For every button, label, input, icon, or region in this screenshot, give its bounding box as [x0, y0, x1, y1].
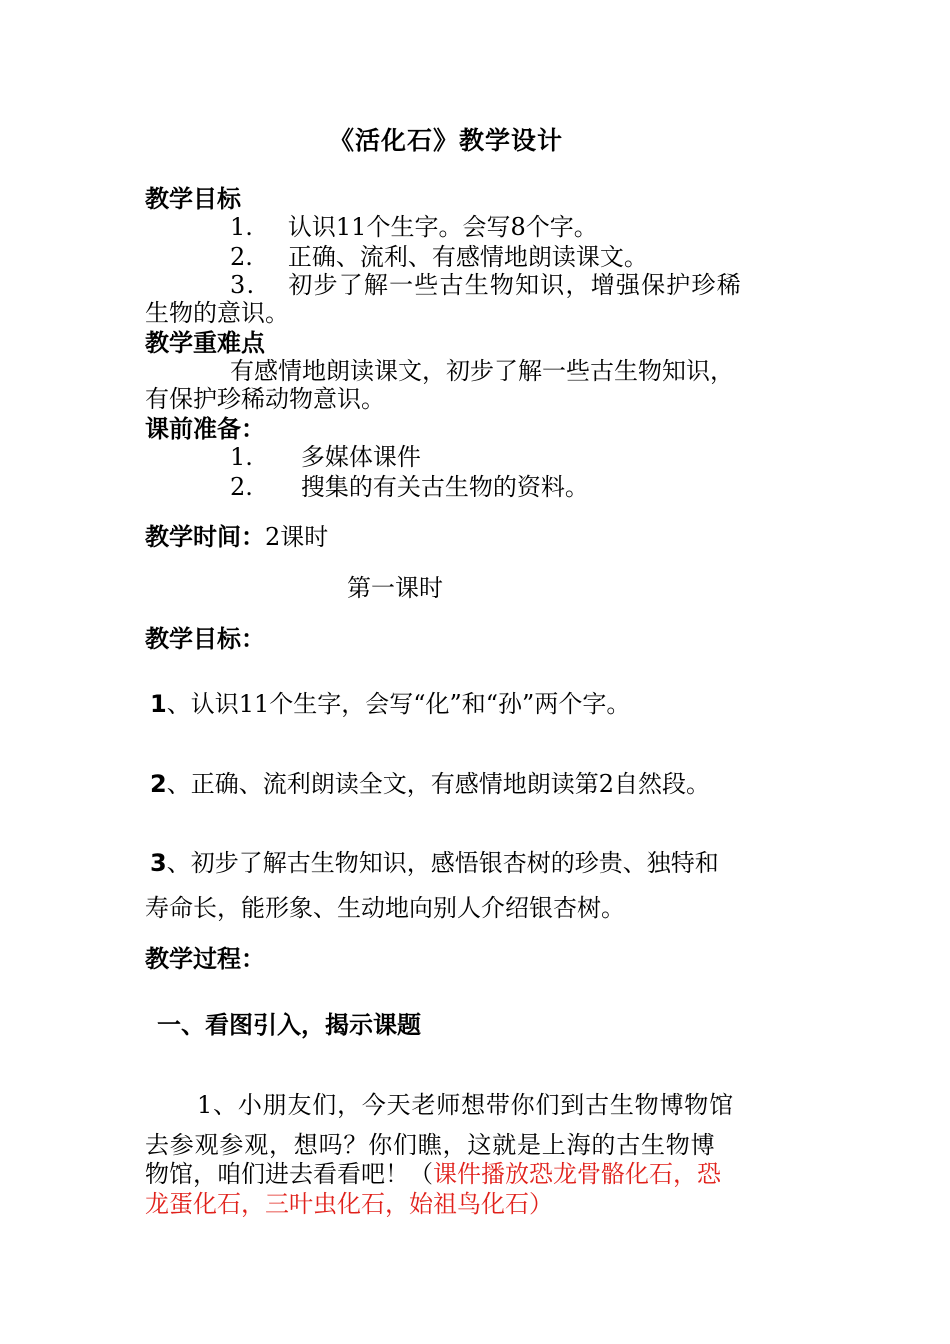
lesson-goal-2-text: 、正确、流利朗读全文，有感情地朗读第2自然段。: [166, 770, 710, 798]
goal-item-1: [230, 212, 598, 242]
goal-item-1-num: 1.: [230, 213, 253, 241]
lesson-goal-3-num: 3: [150, 849, 167, 877]
prep-item-2: [230, 472, 589, 502]
prep-item-2-text: 搜集的有关古生物的资料。: [300, 473, 589, 501]
page-title: 《活化石》教学设计: [329, 126, 564, 155]
lesson-goal-2-num: 2: [150, 770, 167, 798]
goal-item-3-num: 3.: [230, 271, 256, 299]
key-points-line-2: 有保护珍稀动物意识。: [145, 385, 385, 413]
courseware-note-1: 课件播放恐龙骨骼化石，恐: [433, 1160, 721, 1188]
lesson-goal-3: [150, 848, 719, 878]
goal-item-1-text: 认识11个生字。会写8个字。: [287, 213, 598, 241]
time-value: 2课时: [265, 523, 329, 551]
goal-item-2: [230, 242, 648, 272]
section-1-heading: 一、看图引入，揭示课题: [157, 1011, 421, 1039]
para-1-line-1: 1、小朋友们，今天老师想带你们到古生物博物馆: [197, 1091, 734, 1119]
para-1-line-2: 去参观参观，想吗？你们瞧，这就是上海的古生物博: [145, 1131, 716, 1159]
goals-heading: 教学目标: [145, 185, 241, 213]
time-line: [145, 522, 328, 552]
key-points-line-1: 有感情地朗读课文，初步了解一些古生物知识，: [230, 357, 734, 385]
lesson-goal-1-num: 1: [150, 690, 167, 718]
para-1-line-3-text: 物馆，咱们进去看看吧！（: [145, 1160, 433, 1188]
lesson-goal-1: [150, 689, 630, 719]
prep-item-1-num: 1.: [230, 443, 253, 471]
courseware-note-2: 龙蛋化石，三叶虫化石，始祖鸟化石: [145, 1190, 529, 1218]
key-points-heading: 教学重难点: [145, 329, 265, 357]
prep-item-1: [230, 442, 421, 472]
prep-heading: 课前准备：: [145, 415, 265, 443]
lesson-goal-2: [150, 769, 710, 799]
lesson-goal-3-cont: 寿命长，能形象、生动地向别人介绍银杏树。: [145, 894, 625, 922]
lesson-title: 第一课时: [347, 574, 443, 602]
goal-item-3-text: 初步了解一些古生物知识，增强保护珍稀: [288, 271, 742, 299]
para-1-line-3: [145, 1159, 721, 1189]
goal-item-3-cont: 生物的意识。: [145, 299, 289, 327]
lesson-goal-1-text: 、认识11个生字，会写“化”和“孙”两个字。: [166, 690, 631, 718]
prep-item-1-text: 多媒体课件: [300, 443, 421, 471]
process-heading: 教学过程：: [145, 945, 265, 973]
closing-paren: ）: [529, 1190, 553, 1218]
goal-item-3: [230, 270, 742, 300]
time-heading: 教学时间：: [145, 523, 265, 551]
para-1-line-4: [145, 1189, 553, 1219]
prep-item-2-num: 2.: [230, 473, 253, 501]
goal-item-2-text: 正确、流利、有感情地朗读课文。: [287, 243, 648, 271]
goal-item-2-num: 2.: [230, 243, 253, 271]
lesson-goal-3-text: 、初步了解古生物知识，感悟银杏树的珍贵、独特和: [166, 849, 719, 877]
lesson-goals-heading: 教学目标：: [145, 625, 265, 653]
